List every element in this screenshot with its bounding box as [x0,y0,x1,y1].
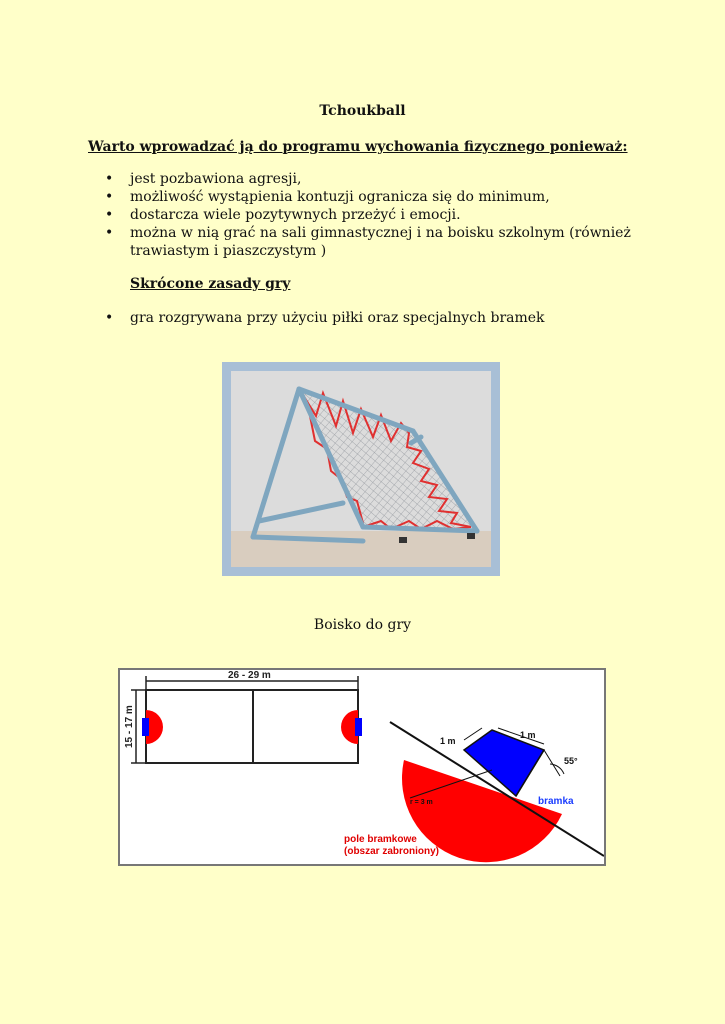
benefits-list [103,170,663,260]
list-item: • można w nią grać na sali gimnastycznej i na boisku szkolnym (również trawiastym i piaszczystym ) [103,224,663,260]
list-item: • jest pozbawiona agresji, [103,170,663,188]
list-item: • dostarcza wiele pozytywnych przeżyć i emocji. [103,206,663,224]
rules-list [103,309,663,327]
court-caption: Boisko do gry [313,617,412,633]
court-diagram-svg [120,670,604,864]
left-frame [142,718,149,736]
side2-label: 1 m [520,730,536,740]
court-diagram [118,668,606,866]
length-label: 26 - 29 m [228,670,271,681]
rules-heading: Skrócone zasady gry [130,276,291,292]
tchoukball-frame-photo [222,362,500,576]
radius-label: r = 3 m [410,799,433,806]
zone-label-1: pole bramkowe [344,834,417,845]
angle-label: 55° [564,756,578,766]
frame-label: bramka [538,796,574,807]
width-label: 15 - 17 m [124,705,135,748]
zone-label-2: (obszar zabroniony) [344,846,440,857]
side1-label: 1 m [440,736,456,746]
frame-illustration [231,371,491,567]
intro-heading: Warto wprowadzać ją do programu wychowania fizycznego ponieważ: [88,139,628,155]
right-frame [355,718,362,736]
list-item: • gra rozgrywana przy użyciu piłki oraz specjalnych bramek [103,309,663,327]
page-title: Tchoukball [319,103,406,119]
list-item: • możliwość wystąpienia kontuzji ogranicza się do minimum, [103,188,663,206]
